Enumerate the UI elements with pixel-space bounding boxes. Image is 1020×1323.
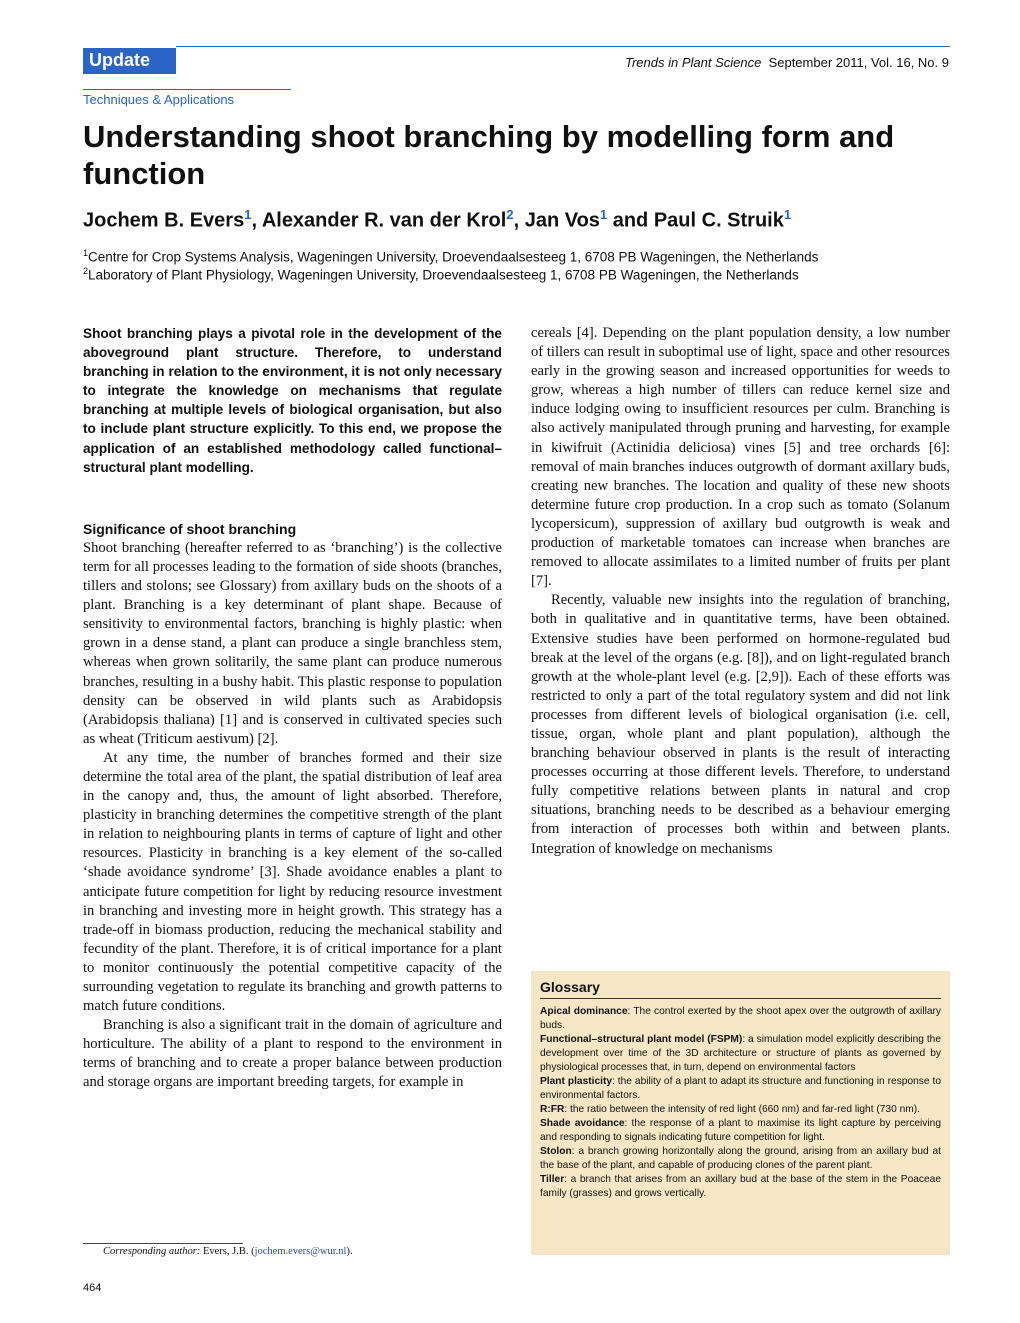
glossary-entry xyxy=(540,1005,941,1033)
affiliation-text: Centre for Crop Systems Analysis, Wageningen University, Droevendaalsesteeg 1, 6708 PB Wageningen, the Netherlands xyxy=(88,249,819,265)
glossary-entry xyxy=(540,1103,941,1117)
author-name: Alexander R. van der Krol xyxy=(261,209,507,232)
glossary-title: Glossary xyxy=(540,979,941,999)
right-column xyxy=(531,324,950,859)
glossary-definition: : The control exerted by the shoot apex over the outgrowth of axillary buds. xyxy=(540,1006,941,1031)
abstract: Shoot branching plays a pivotal role in the development of the aboveground plant structure. Therefore, to understand branching in relation to the environment, it is not only necessary to integrate the knowledge on mechanisms that regulate branching at multiple levels of biological organisation, but also to include plant structure explicitly. To this end, we propose the application of an established methodology called functional–structural plant modelling. xyxy=(83,326,502,475)
glossary-entry xyxy=(540,1075,941,1103)
glossary-definition: : a simulation model explicitly describing the development over time of the 3D architecture or structure of plants as governed by physiological processes that, in turn, depend on environmental factors xyxy=(540,1034,941,1073)
glossary-term: Functional–structural plant model (FSPM) xyxy=(540,1034,743,1045)
article-title: Understanding shoot branching by modelling form and function xyxy=(83,119,895,191)
author-separator: and xyxy=(607,209,654,232)
footnote-rule xyxy=(83,1243,243,1244)
glossary-term: Apical dominance xyxy=(540,1006,628,1017)
glossary-entry xyxy=(540,1145,941,1173)
glossary-definition: : the ability of a plant to adapt its structure and functioning in response to environmental factors. xyxy=(540,1076,941,1101)
footnote-author: Evers, J.B. xyxy=(200,1246,252,1257)
author-name: Jochem B. Evers xyxy=(83,209,245,232)
author-list xyxy=(83,207,791,233)
author-affiliation-mark[interactable]: 1 xyxy=(244,207,252,222)
section-tag: Techniques & Applications xyxy=(83,92,235,107)
affiliation xyxy=(83,248,818,265)
header-rule xyxy=(176,46,950,47)
glossary-entry xyxy=(540,1173,941,1201)
author-separator: , xyxy=(251,209,262,232)
corresponding-author-footnote: Corresponding author: Evers, J.B. (jochem.evers@wur.nl). xyxy=(103,1246,353,1257)
glossary-box xyxy=(531,971,950,1255)
author-name: Paul C. Struik xyxy=(653,209,784,232)
glossary-definition: : the response of a plant to maximise its light capture by perceiving and responding to signals indicating future competition for light. xyxy=(540,1118,941,1143)
section-tag-rule xyxy=(83,89,291,90)
glossary-definition: : a branch that arises from an axillary bud at the base of the stem in the Poaceae family (grasses) and grows vertically. xyxy=(540,1174,941,1199)
journal-name: Trends in Plant Science xyxy=(624,55,762,70)
body-paragraph: Shoot branching (hereafter referred to as ‘branching’) is the collective term for all processes leading to the formation of side shoots (branches, tillers and stolons; see Glossary) from axillary buds on the shoots of a plant. Branching is a key determinant of plant shape. Because of sensitivity to environmental factors, branching is highly plastic: when grown in a dense stand, a plant can produce a single branchless stem, whereas when grown solitarily, the same plant can produce numerous branches, resulting in a bushy habit. This plastic response to population density can be observed in wild plants such as Arabidopsis (Arabidopsis thaliana) [1] and is conserved in cultivated species such as wheat (Triticum aestivum) [2]. xyxy=(83,539,502,747)
body-paragraph: At any time, the number of branches formed and their size determine the total area of the plant, the spatial distribution of leaf area in the canopy and, thus, the amount of light absorbed. Therefore, plasticity in branching determines the competitive strength of the plant in relation to neighbouring plants in terms of capture of light and other resources. Plasticity in branching is a key element of the so-called ‘shade avoidance syndrome’ [3]. Shade avoidance enables a plant to anticipate future competition for light by reducing resource investment in branching and investing more in height growth. This strategy has a trade-off in biomass production, reducing the mechanical stability and fecundity of the plant. Therefore, it is of critical importance for a plant to monitor continuously the potential competitive capacity of the surrounding vegetation to regulate its branching and growth patterns to match future conditions. xyxy=(83,749,502,1015)
author-separator: , xyxy=(513,209,525,232)
author-affiliation-mark[interactable]: 1 xyxy=(783,207,792,222)
left-column xyxy=(83,324,502,1093)
affiliation-number: 1 xyxy=(83,248,89,258)
body-paragraph: cereals [4]. Depending on the plant population density, a low number of tillers can result in suboptimal use of light, space and other resources early in the growing season and increased opportunities for weeds to grow, whereas a high number of tillers can reduce kernel size and induce lodging owing to insufficient resources per culm. Branching is also actively manipulated through pruning and harvesting, for example in kiwifruit (Actinidia deliciosa) vines [5] and tree orchards [6]: removal of main branches induces outgrowth of dormant axillary buds, creating new branches. The location and quality of these new shoots determine future crop production. In a crop such as tomato (Solanum lycopersicum), suppression of axillary bud outgrowth is weak and production of marketable tomatoes can increase when branches are removed to allocate assimilates to a limited number of fruits per plant [7]. xyxy=(531,325,950,590)
author-affiliation-mark[interactable]: 2 xyxy=(506,207,514,222)
update-badge: Update xyxy=(83,48,176,74)
author-email-link[interactable]: jochem.evers@wur.nl xyxy=(254,1246,347,1257)
section-heading: Significance of shoot branching xyxy=(83,520,297,537)
glossary-term: R:FR xyxy=(540,1104,565,1115)
glossary-term: Tiller xyxy=(540,1174,565,1185)
affiliation xyxy=(83,266,799,283)
glossary-term: Shade avoidance xyxy=(540,1118,625,1129)
affiliation-number: 2 xyxy=(83,266,89,276)
author-name: Jan Vos xyxy=(524,209,600,232)
glossary-term: Plant plasticity xyxy=(540,1076,613,1087)
page-number: 464 xyxy=(83,1282,102,1294)
glossary-definition: : a branch growing horizontally along the ground, arising from an axillary bud at the base of the plant, and capable of producing clones of the parent plant. xyxy=(540,1146,941,1171)
glossary-entry xyxy=(540,1117,941,1145)
body-paragraph: Recently, valuable new insights into the regulation of branching, both in qualitative and in quantitative terms, have been obtained. Extensive studies have been performed on hormone-regulated bud break at the level of the organs (e.g. [8]), and on light-regulated branch growth at the whole-plant level (e.g. [2,9]). Each of these efforts was restricted to only a part of the total regulatory system and did not link processes from different levels of biological organisation (i.e. cell, tissue, organ, whole plant and plant population), although the branching behaviour observed in plants is the result of interacting processes occurring at those different levels. Therefore, to understand fully competitive relations between plants in natural and crop situations, branching needs to be described as a behaviour emerging from interaction of processes both within and between plants. Integration of knowledge on mechanisms xyxy=(531,592,950,857)
affiliation-text: Laboratory of Plant Physiology, Wageningen University, Droevendaalsesteeg 1, 6708 PB Wageningen, the Netherlands xyxy=(88,267,799,283)
journal-issue: September 2011, Vol. 16, No. 9 xyxy=(768,55,949,70)
journal-citation xyxy=(625,55,949,70)
glossary-entry xyxy=(540,1033,941,1075)
footnote-label: Corresponding author: xyxy=(103,1246,201,1257)
glossary-term: Stolon xyxy=(540,1146,572,1157)
author-affiliation-mark[interactable]: 1 xyxy=(599,207,608,222)
glossary-definition: : the ratio between the intensity of red light (660 nm) and far-red light (730 nm). xyxy=(564,1104,920,1115)
body-paragraph: Branching is also a significant trait in the domain of agriculture and horticulture. The ability of a plant to respond to the environment in terms of branching and to create a proper balance between production and storage organs are important breeding targets, for example in xyxy=(83,1017,502,1091)
